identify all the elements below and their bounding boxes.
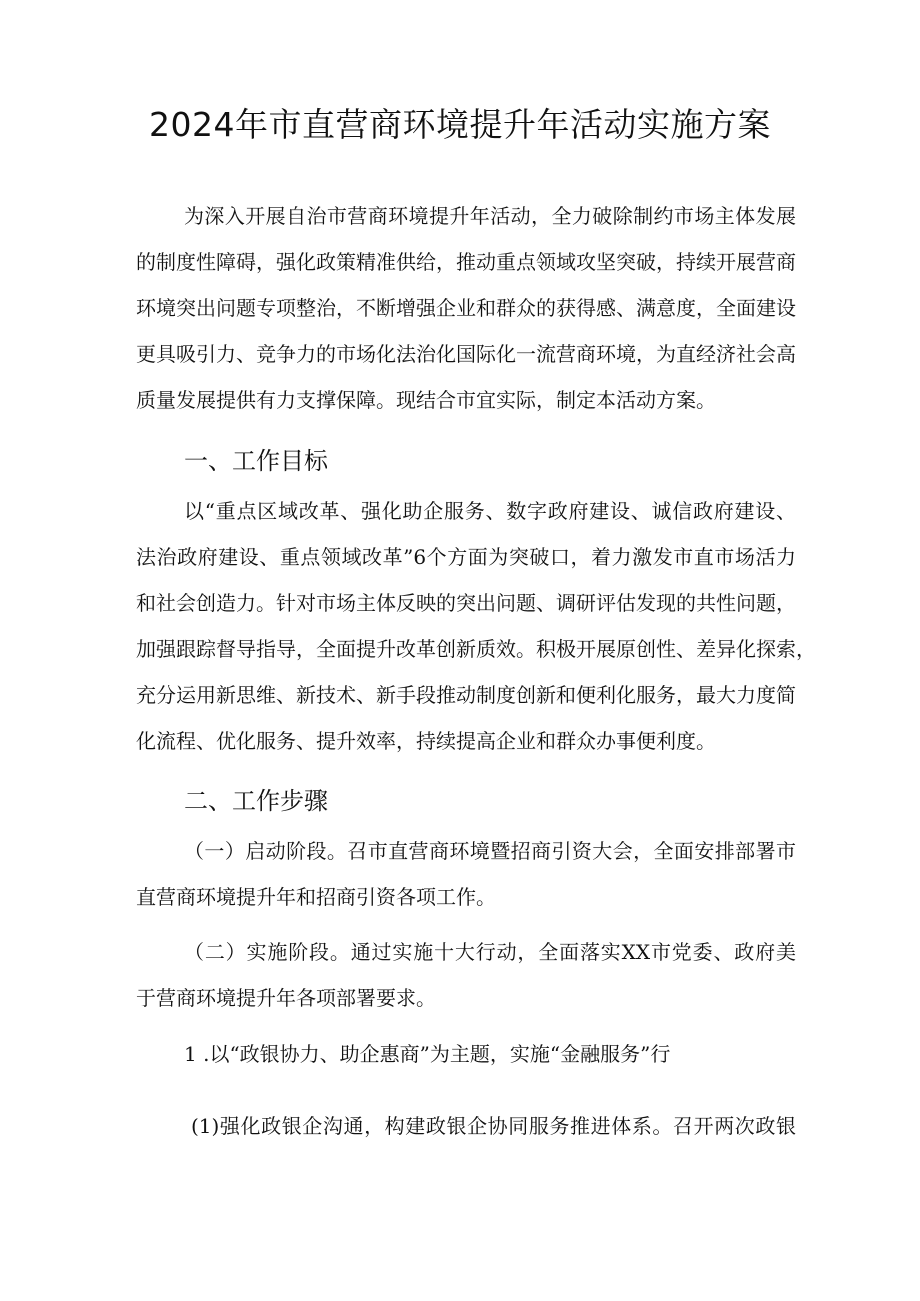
intro-line: 环境突出问题专项整治，不断增强企业和群众的获得感、满意度，全面建设 bbox=[136, 296, 796, 320]
step-implement-line: 于营商环境提升年各项部署要求。 bbox=[136, 986, 436, 1010]
goals-line: 法治政府建设、重点领域改革”6个方面为突破口，着力激发市直市场活力 bbox=[136, 545, 796, 569]
action-item-1: 1 .以“政银协力、助企惠商”为主题，实施“金融服务”行 bbox=[184, 1042, 671, 1066]
intro-line: 更具吸引力、竞争力的市场化法治化国际化一流营商环境，为直经济社会高 bbox=[136, 342, 796, 366]
goals-line: 充分运用新思维、新技术、新手段推动制度创新和便利化服务，最大力度简 bbox=[136, 683, 796, 707]
intro-line: 为深入开展自治市营商环境提升年活动，全力破除制约市场主体发展 bbox=[184, 204, 796, 228]
step-start-line: （一）启动阶段。召市直营商环境暨招商引资大会，全面安排部署市 bbox=[184, 839, 796, 863]
action-subitem-1: (1)强化政银企沟通，构建政银企协同服务推进体系。召开两次政银 bbox=[191, 1114, 796, 1138]
goals-line: 以“重点区域改革、强化助企服务、数字政府建设、诚信政府建设、 bbox=[184, 499, 796, 523]
section-heading-goals: 一、工作目标 bbox=[184, 447, 328, 475]
step-start-line: 直营商环境提升年和招商引资各项工作。 bbox=[136, 885, 496, 909]
goals-line: 化流程、优化服务、提升效率，持续提高企业和群众办事便利度。 bbox=[136, 729, 716, 753]
goals-line: 加强跟踪督导指导，全面提升改革创新质效。积极开展原创性、差异化探索， bbox=[136, 637, 816, 661]
section-heading-steps: 二、工作步骤 bbox=[184, 787, 328, 815]
document-title: 2024年市直营商环境提升年活动实施方案 bbox=[149, 105, 771, 144]
goals-line: 和社会创造力。针对市场主体反映的突出问题、调研评估发现的共性问题， bbox=[136, 591, 796, 615]
intro-line: 质量发展提供有力支撑保障。现结合市宜实际，制定本活动方案。 bbox=[136, 388, 716, 412]
intro-line: 的制度性障碍，强化政策精准供给，推动重点领域攻坚突破，持续开展营商 bbox=[136, 250, 796, 274]
step-implement-line: （二）实施阶段。通过实施十大行动，全面落实XX市党委、政府美 bbox=[184, 940, 796, 964]
